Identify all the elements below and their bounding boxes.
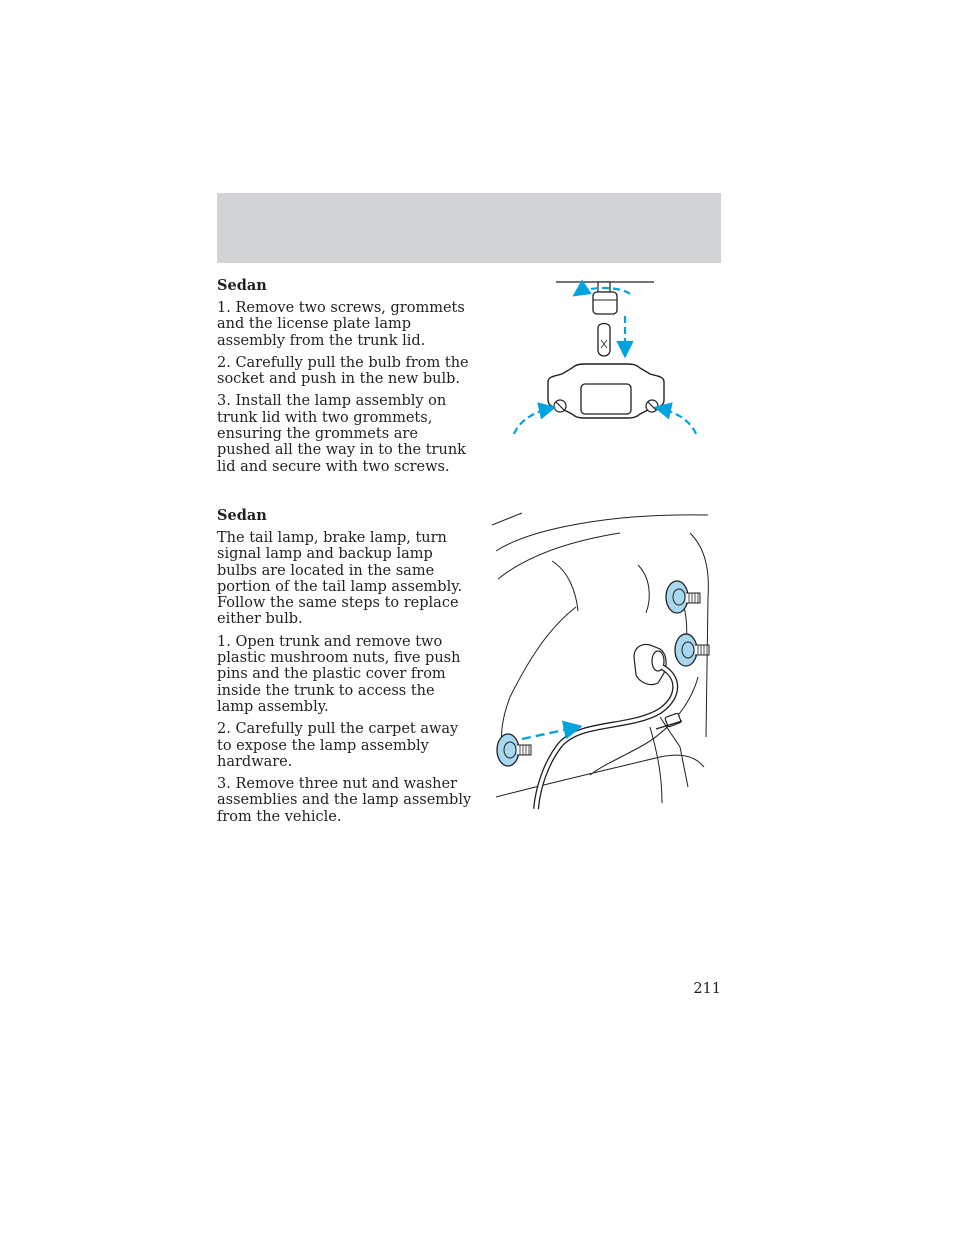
step-text: 1. Open trunk and remove two plastic mushroom nuts, five push pins and the plastic cover from inside the trunk to access the lamp assembly. (217, 633, 461, 715)
intro-text: The tail lamp, brake lamp, turn signal lamp and backup lamp bulbs are located in the same portion of the tail lamp assembly. Follow the same steps to replace either bulb. (217, 530, 463, 628)
page-number: 211 (693, 981, 721, 997)
step-text: 1. Remove two screws, grommets and the license plate lamp assembly from the trunk lid. (217, 300, 465, 349)
nut-icon (675, 634, 709, 666)
section-heading: Sedan (217, 507, 267, 524)
license-lamp-section (217, 277, 472, 481)
step-text: 2. Carefully pull the carpet away to expose the lamp assembly hardware. (217, 721, 459, 770)
nut-icon (666, 581, 700, 613)
tail-lamp-illustration (490, 507, 714, 810)
tail-lamp-section (217, 507, 472, 831)
step-text: 2. Carefully pull the bulb from the socket and push in the new bulb. (217, 354, 469, 388)
step-text: 3. Remove three nut and washer assemblies and the lamp assembly from the vehicle. (217, 776, 472, 825)
license-plate-lamp-illustration (508, 278, 702, 440)
step-text: 3. Install the lamp assembly on trunk lid with two grommets, ensuring the grommets are pushed all the way in to the trunk lid and secure with two screws. (217, 393, 466, 475)
section-heading: Sedan (217, 277, 267, 294)
header-band (217, 193, 721, 263)
